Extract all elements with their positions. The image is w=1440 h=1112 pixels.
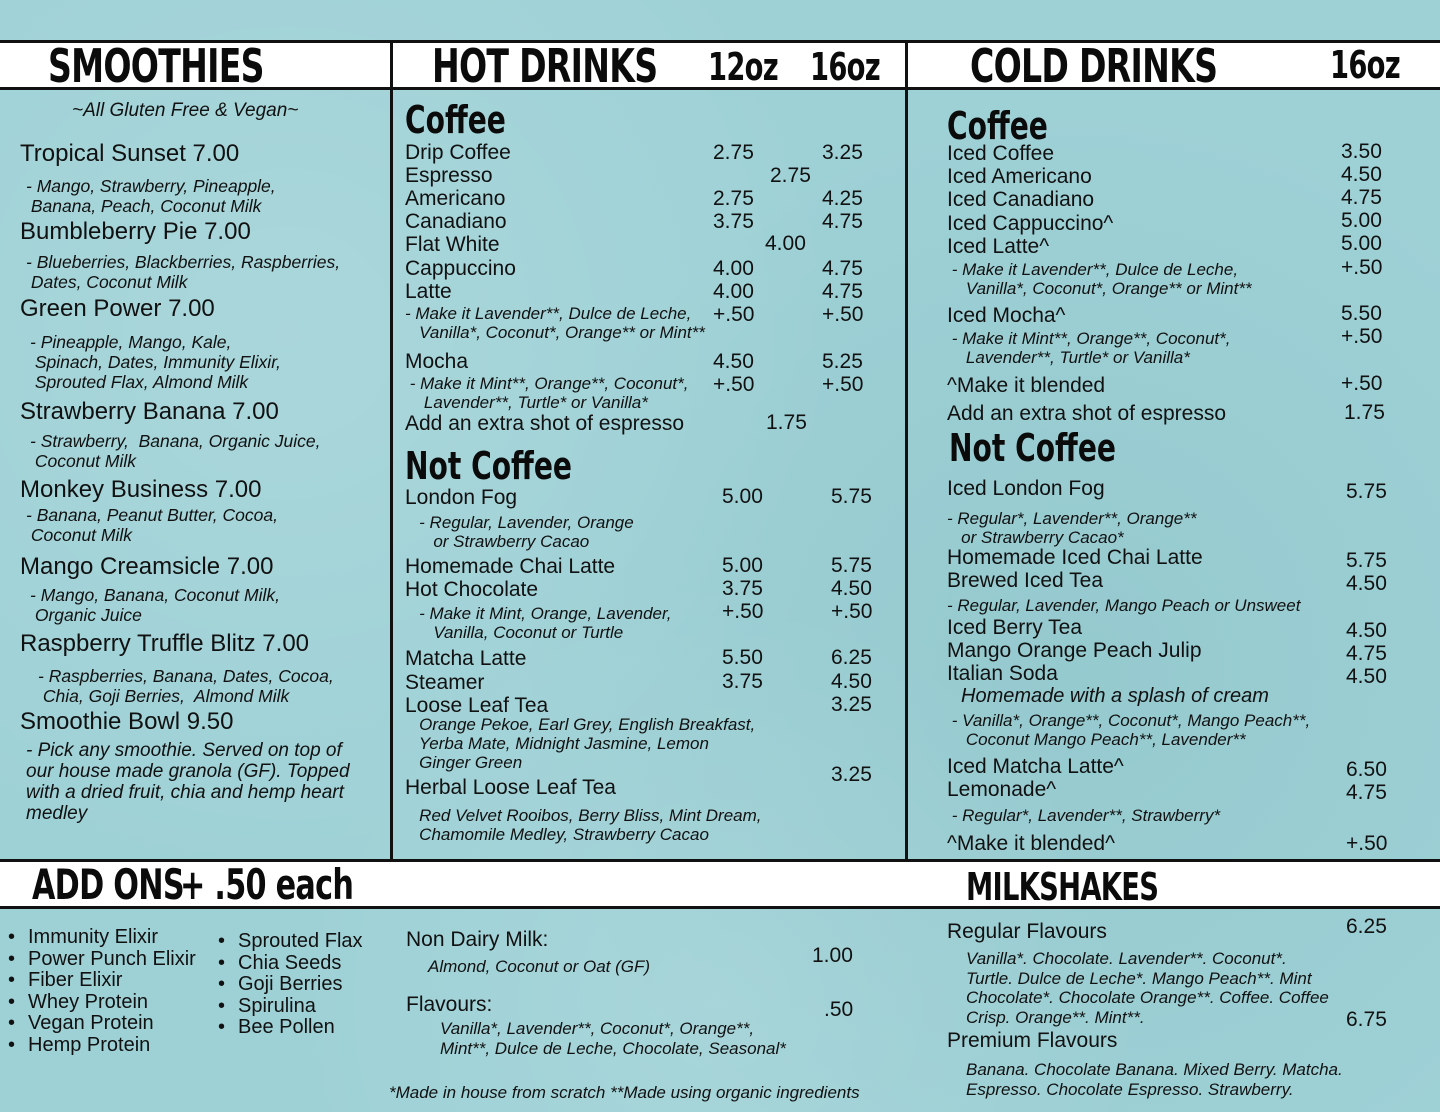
list-item: • Hemp Protein xyxy=(8,1035,196,1057)
hot-item: Flat White xyxy=(405,233,500,256)
cold-price: +.50 xyxy=(1341,256,1383,279)
hot-price-16: 3.25 xyxy=(831,763,872,786)
cold-item: Iced Matcha Latte^ xyxy=(947,755,1124,778)
hot-item: Latte xyxy=(405,280,452,303)
cold-price: 1.75 xyxy=(1344,401,1385,424)
hot-drinks-heading: HOT DRINKS xyxy=(432,39,658,93)
list-item: • Goji Berries xyxy=(218,974,363,996)
smoothie-name: Tropical Sunset 7.00 xyxy=(20,140,240,167)
add-ons-list-2 xyxy=(218,931,363,1039)
hot-price-12: 4.00 xyxy=(713,280,754,303)
smoothie-desc: - Raspberries, Banana, Dates, Cocoa, Chia, Goji Berries, Almond Milk xyxy=(38,666,334,706)
cold-item: Iced Berry Tea xyxy=(947,616,1083,639)
hot-price-12: 5.50 xyxy=(722,646,763,669)
hot-mocha-modifier: - Make it Mint**, Orange**, Coconut*, Lavender**, Turtle* or Vanilla* xyxy=(409,374,689,412)
cold-price: +.50 xyxy=(1341,372,1383,395)
add-ons-price-heading: + .50 each xyxy=(180,860,354,909)
cold-price: 4.50 xyxy=(1346,572,1387,595)
cold-item: Iced Canadiano xyxy=(947,188,1095,211)
hot-latte-modifier: - Make it Lavender**, Dulce de Leche, Vanilla*, Coconut*, Orange** or Mint** xyxy=(405,304,705,342)
hot-item: Hot Chocolate xyxy=(405,578,539,601)
hot-price-16: 5.75 xyxy=(831,485,872,508)
smoothies-heading: SMOOTHIES xyxy=(48,39,264,93)
smoothies-note: ~All Gluten Free & Vegan~ xyxy=(72,100,299,121)
cold-price: +.50 xyxy=(1341,325,1383,348)
smoothie-name: Raspberry Truffle Blitz 7.00 xyxy=(20,630,310,657)
hot-chocolate-modifier: - Make it Mint, Orange, Lavender, Vanilla, Coconut or Turtle xyxy=(419,604,672,642)
hot-price-12: 5.00 xyxy=(722,554,763,577)
add-ons-list-1 xyxy=(8,927,196,1056)
cold-blended-note: ^Make it blended^ xyxy=(947,832,1115,855)
milkshake-premium-label: Premium Flavours xyxy=(947,1029,1118,1052)
list-item: • Vegan Protein xyxy=(8,1013,196,1035)
hot-price-16: +.50 xyxy=(822,373,864,396)
hot-herbal-desc: Red Velvet Rooibos, Berry Bliss, Mint Dream, Chamomile Medley, Strawberry Cacao xyxy=(419,806,762,844)
hot-price: 4.00 xyxy=(765,232,806,255)
non-dairy-price: 1.00 xyxy=(812,944,853,967)
hot-item: Canadiano xyxy=(405,210,507,233)
hot-item: Matcha Latte xyxy=(405,647,527,670)
hot-price-16: +.50 xyxy=(822,303,864,326)
milkshakes-heading: MILKSHAKES xyxy=(966,865,1159,909)
smoothie-name: Mango Creamsicle 7.00 xyxy=(20,553,274,580)
hot-item: Drip Coffee xyxy=(405,141,511,164)
smoothie-desc: - Strawberry, Banana, Organic Juice, Coconut Milk xyxy=(30,431,321,471)
hot-price-16: 6.25 xyxy=(831,646,872,669)
cold-price: 5.00 xyxy=(1341,209,1382,232)
smoothie-desc: - Mango, Banana, Coconut Milk, Organic Juice xyxy=(30,585,280,625)
cold-price: 4.50 xyxy=(1346,619,1387,642)
cold-item: Iced Mocha^ xyxy=(947,304,1066,327)
column-divider-left xyxy=(390,90,393,860)
hot-price-16: 5.75 xyxy=(831,554,872,577)
hot-item: Cappuccino xyxy=(405,257,516,280)
cold-item: Italian Soda xyxy=(947,662,1058,685)
cold-item: Iced Americano xyxy=(947,165,1092,188)
hot-item: Mocha xyxy=(405,350,469,373)
cold-price: 4.75 xyxy=(1341,186,1382,209)
list-item: • Power Punch Elixir xyxy=(8,949,196,971)
smoothie-name: Strawberry Banana 7.00 xyxy=(20,398,279,425)
cold-item: Lemonade^ xyxy=(947,778,1057,801)
smoothie-desc: - Pick any smoothie. Served on top of our house made granola (GF). Topped with a dried fruit, chia and hemp heart medley xyxy=(26,740,350,824)
hot-item: London Fog xyxy=(405,486,518,509)
hot-item: Americano xyxy=(405,187,506,210)
hot-item: Homemade Chai Latte xyxy=(405,555,616,578)
cold-price: 5.75 xyxy=(1346,549,1387,572)
cold-price: 4.50 xyxy=(1346,665,1387,688)
smoothie-name: Smoothie Bowl 9.50 xyxy=(20,708,234,735)
hot-price-12: +.50 xyxy=(722,600,764,623)
hot-price-12: +.50 xyxy=(713,303,755,326)
size-12oz-heading: 12oz xyxy=(708,45,778,89)
smoothie-name: Monkey Business 7.00 xyxy=(20,476,262,503)
hot-extra-shot-price: 1.75 xyxy=(766,411,807,434)
smoothie-name: Green Power 7.00 xyxy=(20,295,215,322)
milkshake-regular-desc: Vanilla*. Chocolate. Lavender**. Coconut*. Turtle. Dulce de Leche*. Mango Peach**. Mint Chocolate*. Chocolate Orange**. Coffee. Coffee Crisp. Orange**. Mint**. xyxy=(966,949,1329,1027)
cold-item: Homemade Iced Chai Latte xyxy=(947,546,1203,569)
cold-item: Iced Coffee xyxy=(947,142,1055,165)
list-item: • Chia Seeds xyxy=(218,953,363,975)
hot-coffee-title: Coffee xyxy=(405,98,506,142)
milkshake-premium-price: 6.75 xyxy=(1346,1008,1387,1031)
cold-latte-modifier: - Make it Lavender**, Dulce de Leche, Vanilla*, Coconut*, Orange** or Mint** xyxy=(951,260,1252,298)
cold-price: 4.50 xyxy=(1341,163,1382,186)
header-divider-1 xyxy=(390,40,393,90)
cold-extra-shot: Add an extra shot of espresso xyxy=(947,402,1226,425)
cold-price: 5.00 xyxy=(1341,232,1382,255)
cold-not-coffee-title: Not Coffee xyxy=(949,426,1116,470)
hot-price-16: 3.25 xyxy=(831,693,872,716)
cold-italian-desc: - Vanilla*, Orange**, Coconut*, Mango Peach**, Coconut Mango Peach**, Lavender** xyxy=(951,711,1311,749)
milkshake-premium-desc: Banana. Chocolate Banana. Mixed Berry. Matcha. Espresso. Chocolate Espresso. Strawberry. xyxy=(966,1060,1343,1099)
hot-price-16: 4.75 xyxy=(822,257,863,280)
hot-loose-leaf-desc: Orange Pekoe, Earl Grey, English Breakfast, Yerba Mate, Midnight Jasmine, Lemon Ginger Green xyxy=(418,715,756,772)
milkshake-regular-label: Regular Flavours xyxy=(947,920,1107,943)
hot-price: 2.75 xyxy=(770,164,811,187)
hot-price-16: 5.25 xyxy=(822,350,863,373)
cold-lemonade-desc: - Regular*, Lavender**, Strawberry* xyxy=(947,806,1221,825)
flavours-price: .50 xyxy=(824,998,854,1021)
add-ons-heading: ADD ONS xyxy=(32,860,184,909)
cold-mocha-modifier: - Make it Mint**, Orange**, Coconut*, Lavender**, Turtle* or Vanilla* xyxy=(951,329,1231,367)
cold-item: Iced Cappuccino^ xyxy=(947,212,1114,235)
cold-item: Brewed Iced Tea xyxy=(947,569,1104,592)
smoothie-desc: - Blueberries, Blackberries, Raspberries, Dates, Coconut Milk xyxy=(26,252,341,292)
hot-item: Espresso xyxy=(405,164,493,187)
hot-price-12: 2.75 xyxy=(713,141,754,164)
hot-price-12: 4.00 xyxy=(713,257,754,280)
hot-price-16: +.50 xyxy=(831,600,873,623)
hot-price-12: +.50 xyxy=(713,373,755,396)
hot-item: Steamer xyxy=(405,671,485,694)
hot-item: Loose Leaf Tea xyxy=(405,694,549,717)
cold-price: 4.75 xyxy=(1346,781,1387,804)
hot-price-12: 3.75 xyxy=(722,670,763,693)
size-16oz-heading: 16oz xyxy=(810,45,880,89)
cold-price: 4.75 xyxy=(1346,642,1387,665)
list-item: • Spirulina xyxy=(218,996,363,1018)
hot-price-12: 2.75 xyxy=(713,187,754,210)
hot-price-16: 3.25 xyxy=(822,141,863,164)
hot-price-12: 5.00 xyxy=(722,485,763,508)
cold-item: Iced Latte^ xyxy=(947,235,1050,258)
milkshake-regular-price: 6.25 xyxy=(1346,915,1387,938)
non-dairy-desc: Almond, Coconut or Oat (GF) xyxy=(428,957,651,976)
smoothie-name: Bumbleberry Pie 7.00 xyxy=(20,218,251,245)
cold-coffee-title: Coffee xyxy=(947,104,1048,148)
cold-italian-subtitle: Homemade with a splash of cream xyxy=(961,685,1269,707)
hot-item: Herbal Loose Leaf Tea xyxy=(405,776,616,799)
header-divider-2 xyxy=(905,40,908,90)
flavours-label: Flavours: xyxy=(406,993,493,1016)
hot-not-coffee-title: Not Coffee xyxy=(405,444,572,488)
hot-price-12: 3.75 xyxy=(722,577,763,600)
hot-price-12: 4.50 xyxy=(713,350,754,373)
hot-price-16: 4.75 xyxy=(822,280,863,303)
smoothie-desc: - Mango, Strawberry, Pineapple, Banana, Peach, Coconut Milk xyxy=(26,176,276,216)
hot-price-16: 4.50 xyxy=(831,670,872,693)
cold-price: +.50 xyxy=(1346,832,1388,855)
smoothie-desc: - Banana, Peanut Butter, Cocoa, Coconut Milk xyxy=(26,505,278,545)
non-dairy-label: Non Dairy Milk: xyxy=(406,928,549,951)
hot-price-16: 4.50 xyxy=(831,577,872,600)
list-item: • Bee Pollen xyxy=(218,1017,363,1039)
column-divider-right xyxy=(905,90,908,860)
smoothie-desc: - Pineapple, Mango, Kale, Spinach, Dates, Immunity Elixir, Sprouted Flax, Almond Milk xyxy=(30,332,281,392)
cold-price: 6.50 xyxy=(1346,758,1387,781)
hot-price-12: 3.75 xyxy=(713,210,754,233)
footnote: *Made in house from scratch **Made using organic ingredients xyxy=(389,1083,860,1102)
list-item: • Sprouted Flax xyxy=(218,931,363,953)
cold-price: 5.50 xyxy=(1341,302,1382,325)
cold-blended-note: ^Make it blended xyxy=(947,374,1106,397)
list-item: • Fiber Elixir xyxy=(8,970,196,992)
cold-drinks-heading: COLD DRINKS xyxy=(970,39,1218,93)
hot-price-16: 4.75 xyxy=(822,210,863,233)
cold-price: 5.75 xyxy=(1346,480,1387,503)
cold-brewed-desc: - Regular, Lavender, Mango Peach or Unsweet xyxy=(947,596,1301,615)
hot-london-fog-desc: - Regular, Lavender, Orange or Strawberry Cacao xyxy=(419,513,634,551)
hot-extra-shot: Add an extra shot of espresso xyxy=(405,412,684,435)
cold-price: 3.50 xyxy=(1341,140,1382,163)
flavours-desc: Vanilla*, Lavender**, Coconut*, Orange**, Mint**, Dulce de Leche, Chocolate, Seasonal* xyxy=(440,1019,786,1058)
cold-size-16oz-heading: 16oz xyxy=(1330,43,1400,87)
cold-item: Iced London Fog xyxy=(947,477,1105,500)
cold-item: Mango Orange Peach Julip xyxy=(947,639,1202,662)
list-item: • Whey Protein xyxy=(8,992,196,1014)
cold-london-fog-desc: - Regular*, Lavender**, Orange** or Strawberry Cacao* xyxy=(947,509,1197,547)
list-item: • Immunity Elixir xyxy=(8,927,196,949)
hot-price-16: 4.25 xyxy=(822,187,863,210)
